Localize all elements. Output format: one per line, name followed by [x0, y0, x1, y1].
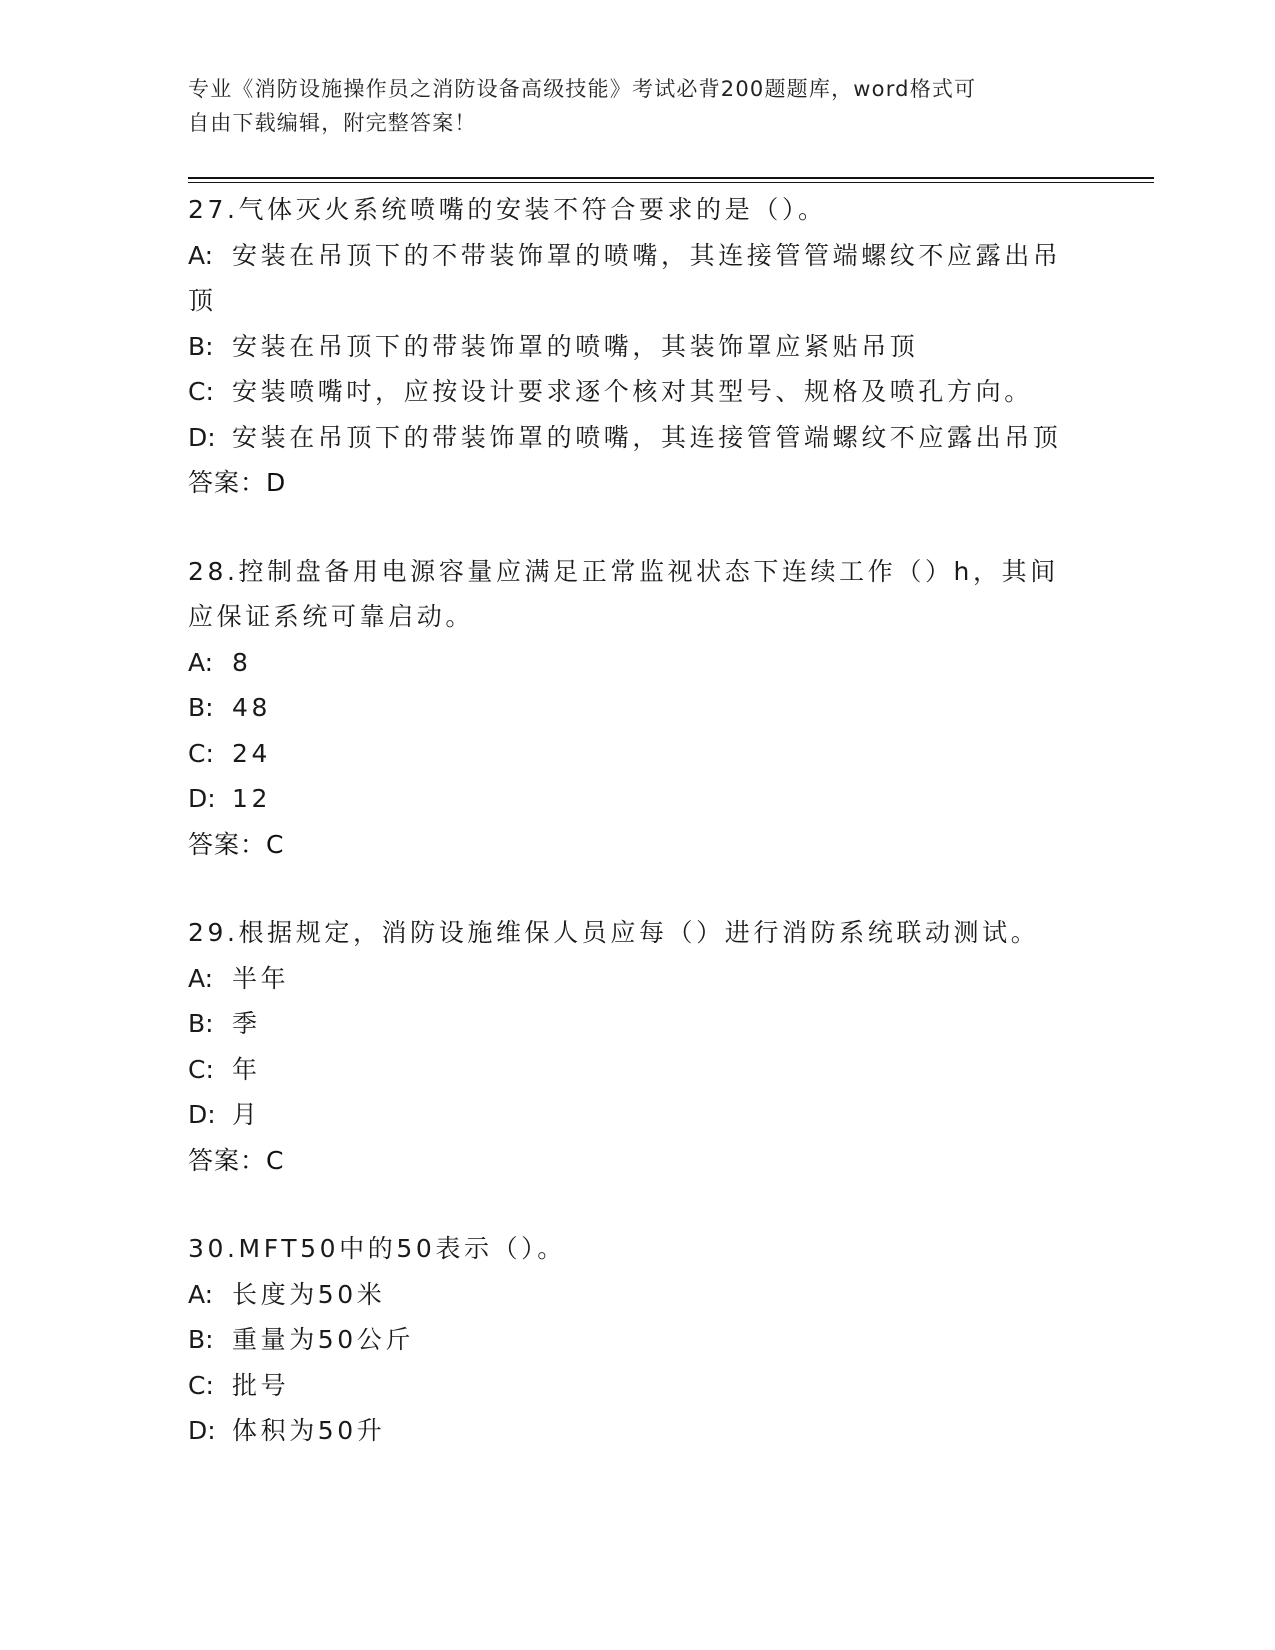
option-line [188, 1001, 1088, 1047]
option-letter: D: [188, 1416, 216, 1445]
option-line [188, 1047, 1088, 1093]
answer-label: 答案：C [188, 829, 285, 859]
option-text: 24 [232, 738, 272, 768]
option-text: 重量为50公斤 [232, 1325, 415, 1354]
option-text: 半年 [232, 963, 290, 993]
option-text: 12 [232, 784, 272, 813]
option-line [188, 685, 1088, 731]
option-line [188, 1272, 1088, 1318]
option-letter: A: [188, 1279, 214, 1309]
option-text: 长度为50米 [232, 1279, 386, 1309]
option-letter: B: [188, 1009, 214, 1038]
option-letter: B: [188, 331, 214, 361]
option-line [188, 956, 1088, 1002]
option-letter: C: [188, 1370, 214, 1400]
option-text: 批号 [232, 1370, 290, 1400]
question-stem: 应保证系统可靠启动。 [188, 602, 475, 631]
option-letter: D: [188, 784, 216, 813]
option-text: 安装在吊顶下的带装饰罩的喷嘴，其连接管管端螺纹不应露出吊顶 [232, 422, 1062, 452]
option-line [188, 324, 1088, 370]
option-line [188, 776, 1088, 822]
question-block [188, 549, 1088, 868]
option-letter: B: [188, 693, 214, 722]
option-text: 8 [232, 647, 252, 677]
option-text: 安装在吊顶下的不带装饰罩的喷嘴，其连接管管端螺纹不应露出吊 [232, 240, 1062, 270]
option-text: 顶 [188, 286, 217, 315]
option-line [188, 640, 1088, 686]
option-line [188, 1092, 1088, 1138]
question-stem: 28.控制盘备用电源容量应满足正常监视状态下连续工作（）h，其间 [188, 556, 1059, 586]
option-letter: D: [188, 1100, 216, 1129]
option-line [188, 369, 1088, 415]
header-line-1: 专业《消防设施操作员之消防设备高级技能》考试必背200题题库，word格式可 [188, 77, 977, 101]
header-line-2: 自由下载编辑，附完整答案！ [188, 111, 477, 135]
option-text: 安装在吊顶下的带装饰罩的喷嘴，其装饰罩应紧贴吊顶 [232, 331, 919, 361]
header-divider-thick [188, 177, 1154, 179]
option-text: 季 [232, 1009, 261, 1038]
option-line [188, 278, 1088, 324]
option-letter: A: [188, 240, 214, 270]
header-divider-thin [188, 182, 1154, 183]
option-letter: C: [188, 1054, 214, 1084]
question-block [188, 910, 1088, 1183]
option-text: 安装喷嘴吋，应按设计要求逐个核对其型号、规格及喷孔方向。 [232, 377, 1033, 406]
question-stem: 29.根据规定，消防设施维保人员应每（）进行消防系统联动测试。 [188, 918, 1040, 947]
question-block [188, 187, 1088, 506]
question-block [188, 1226, 1088, 1454]
option-text: 月 [232, 1100, 261, 1129]
document-header [188, 72, 1068, 140]
question-stem: 27.气体灭火系统喷嘴的安装不符合要求的是（）。 [188, 195, 827, 224]
option-line [188, 1408, 1088, 1454]
option-text: 年 [232, 1054, 261, 1084]
option-line [188, 1317, 1088, 1363]
option-letter: C: [188, 738, 214, 768]
question-list [188, 187, 1088, 1497]
option-letter: B: [188, 1325, 214, 1354]
option-letter: A: [188, 963, 214, 993]
question-stem: 30.MFT50中的50表示（）。 [188, 1234, 566, 1263]
option-text: 体积为50升 [232, 1416, 386, 1445]
option-line [188, 1363, 1088, 1409]
answer-label: 答案：C [188, 1145, 285, 1175]
option-letter: A: [188, 647, 214, 677]
option-letter: D: [188, 422, 216, 452]
answer-label: 答案：D [188, 468, 287, 497]
option-line [188, 233, 1088, 279]
option-text: 48 [232, 693, 272, 722]
option-letter: C: [188, 377, 214, 406]
option-line [188, 731, 1088, 777]
option-line [188, 415, 1088, 461]
